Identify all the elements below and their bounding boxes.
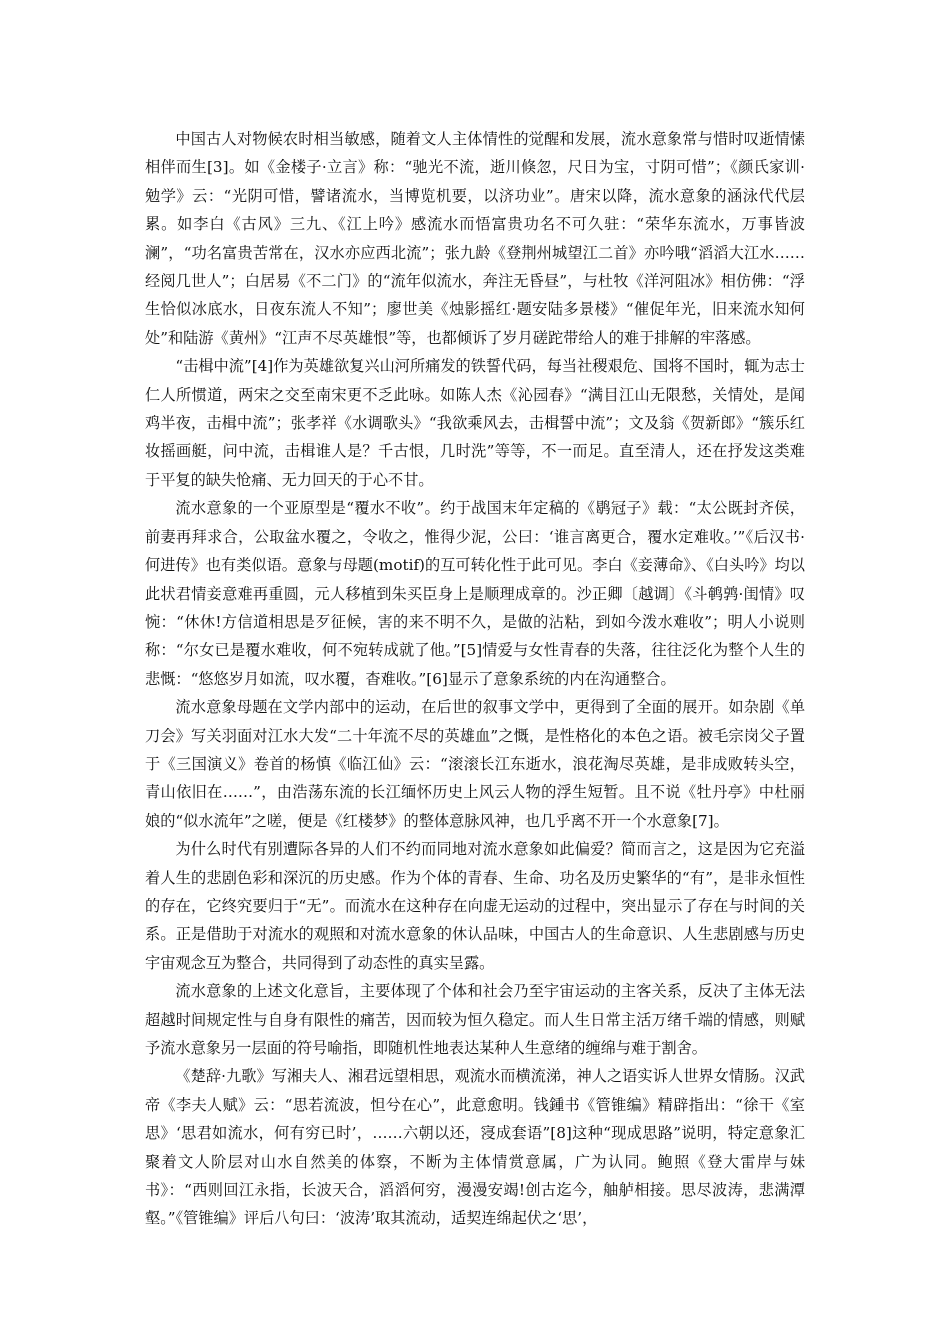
paragraph-narrative-literature: 流水意象母题在文学内部中的运动，在后世的叙事文学中，更得到了全面的展开。如杂剧《单刀会》写关羽面对江水大发“二十年流不尽的英雄血”之慨，是性格化的本色之语。被毛宗岗父子置于《三国演义》卷首的杨慎《临江仙》云：“滚滚长江东逝水，浪花淘尽英雄，是非成败转头空，青山依旧在……”，由浩荡东流的长江缅怀历史上风云人物的浮生短暂。且不说《牡丹亭》中杜丽娘的“似水流年”之嗟，便是《红楼梦》的整体意脉风神，也几乎离不开一个水意象[7]。 (145, 698, 805, 830)
document-body (145, 125, 805, 1233)
paragraph-oar-midstream: “击楫中流”[4]作为英雄欲复兴山河所痛发的铁誓代码，每当社稷艰危、国将不国时，辄为志士仁人所惯道，两宋之交至南宋更不乏此咏。如陈人杰《沁园春》“满目江山无限愁，关情处，是闻鸡半夜，击楫中流”；张孝祥《水调歌头》“我欲乘风去，击楫誓中流”；文及翁《贺新郎》“簇乐红妆摇画艇，问中流，击楫谁人是？千古恨，几时洗”等等，不一而足。直至清人，还在抒发这类难于平复的缺失怆痛、无力回天的于心不甘。 (145, 357, 805, 489)
paragraph-spilled-water: 流水意象的一个亚原型是“覆水不收”。约于战国末年定稿的《鹖冠子》载：“太公既封齐侯，前妻再拜求合，公取盆水覆之，令收之，惟得少泥，公曰：‘谁言离更合，覆水定难收。’”《后汉书·何进传》也有类似语。意象与母题(motif)的互可转化性于此可见。李白《妾薄命》、《白头吟》均以此状君情妾意难再重圆，元人移植到朱买臣身上是顺理成章的。沙正卿〔越调〕《斗鹌鹑·闺情》叹惋：“休休!方信道相思是歹征候，害的来不明不久，是做的沾粘，到如今泼水难收”；明人小说则称：“尔女已是覆水难收，何不宛转成就了他。”[5]情爱与女性青春的失落，往往泛化为整个人生的悲慨：“悠悠岁月如流，叹水覆，杳难收。”[6]显示了意象系统的内在沟通整合。 (145, 499, 805, 688)
paragraph-time-lament: 中国古人对物候农时相当敏感，随着文人主体情性的觉醒和发展，流水意象常与惜时叹逝情愫相伴而生[3]。如《金楼子·立言》称：“驰光不流，逝川倏忽，尺日为宝，寸阴可惜”；《颜氏家训·勉学》云：“光阴可惜，譬诸流水，当博览机要，以济功业”。唐宋以降，流水意象的涵泳代代层累。如李白《古风》三九、《江上吟》感流水而悟富贵功名不可久驻：“荣华东流水，万事皆波澜”，“功名富贵苦常在，汉水亦应西北流”；张九龄《登荆州城望江二首》亦吟哦“滔滔大江水……经阅几世人”；白居易《不二门》的“流年似流水，奔注无昏昼”，与杜牧《洋河阻冰》相仿佛：“浮生恰似冰底水，日夜东流人不知”；廖世美《烛影摇红·题安陆多景楼》“催促年光，旧来流水知何处”和陆游《黄州》“江声不尽英雄恨”等，也都倾诉了岁月磋跎带给人的难于排解的牢落感。 (145, 130, 805, 347)
paragraph-cultural-meaning: 流水意象的上述文化意旨，主要体现了个体和社会乃至宇宙运动的主客关系，反决了主体无法超越时间规定性与自身有限性的痛苦，因而较为恒久稳定。而人生日常主活万绪千端的情感，则赋予流水意象另一层面的符号喻指，即随机性地表达某种人生意绪的缠绵与难于割舍。 (145, 982, 805, 1057)
paragraph-chuci-examples: 《楚辞·九歌》写湘夫人、湘君远望相思，观流水而横流涕，神人之语实诉人世界女情肠。汉武帝《李夫人赋》云：“思若流波，怛兮在心”，此意愈明。钱鍾书《管锥编》精辟指出：“徐干《室思》‘思君如流水，何有穷已时’，……六朝以还，寖成套语”[8]这种“现成思路”说明，特定意象汇聚着文人阶层对山水自然美的体察，不断为主体情赏意属，广为认同。鲍照《登大雷岸与妹书》：“西则回江永指，长波天合，滔滔何穷，漫漫安竭!创古迄今，舳舻相接。思尽波涛，悲满潭壑。”《管锥编》评后八句曰：‘波涛’取其流动，适契连绵起伏之‘思’， (145, 1067, 805, 1228)
paragraph-why-preferred: 为什么时代有别遭际各异的人们不约而同地对流水意象如此偏爱？简而言之，这是因为它充溢着人生的悲剧色彩和深沉的历史感。作为个体的青春、生命、功名及历史繁华的“有”，是非永恒性的存在，它终究要归于“无”。而流水在这种存在向虚无运动的过程中，突出显示了存在与时间的关系。正是借助于对流水的观照和对流水意象的休认品味，中国古人的生命意识、人生悲剧感与历史宇宙观念互为整合，共同得到了动态性的真实呈露。 (145, 840, 805, 972)
